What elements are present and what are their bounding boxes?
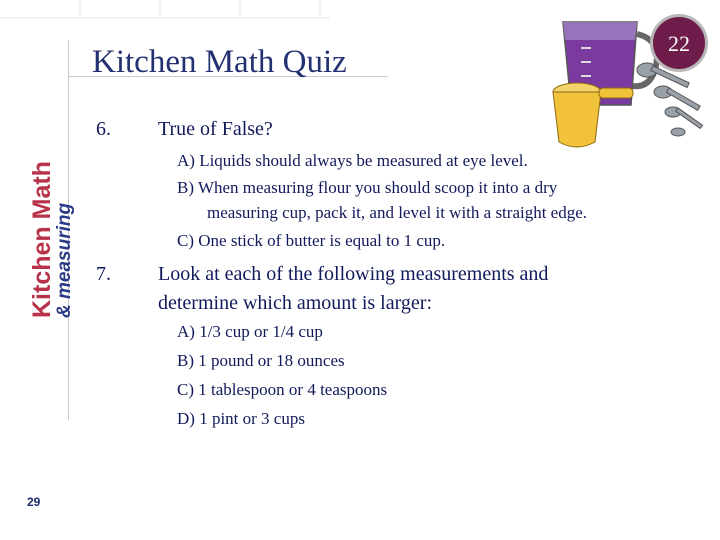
measuring-spoons-icon <box>637 63 703 136</box>
question-6-item-b-cont: measuring cup, pack it, and level it with a straight edge. <box>207 203 588 222</box>
question-7-item-c: C) 1 tablespoon or 4 teaspoons <box>177 380 388 399</box>
question-7-text-line1: Look at each of the following measurements and <box>158 263 549 285</box>
dry-measuring-cup-icon <box>553 83 633 147</box>
question-7-number: 7. <box>96 263 111 285</box>
question-6-item-c: C) One stick of butter is equal to 1 cup. <box>177 231 446 250</box>
question-7-item-d: D) 1 pint or 3 cups <box>177 409 305 428</box>
page-number: 29 <box>27 495 41 509</box>
question-6-text: True of False? <box>158 118 273 140</box>
side-logo-line2: & measuring <box>54 202 75 318</box>
question-6-number: 6. <box>96 118 111 140</box>
side-logo-line1: Kitchen Math <box>28 161 56 318</box>
kitchen-math-side-logo <box>12 96 75 326</box>
page-title: Kitchen Math Quiz <box>92 44 347 80</box>
question-6-item-b: B) When measuring flour you should scoop it into a dry <box>177 178 558 197</box>
question-7-item-a: A) 1/3 cup or 1/4 cup <box>177 322 323 341</box>
page-badge <box>650 14 708 72</box>
question-7-item-b: B) 1 pound or 18 ounces <box>177 351 345 370</box>
question-7-text-line2: determine which amount is larger: <box>158 292 432 314</box>
question-6-item-a: A) Liquids should always be measured at eye level. <box>177 151 528 170</box>
badge-number: 22 <box>668 31 690 56</box>
